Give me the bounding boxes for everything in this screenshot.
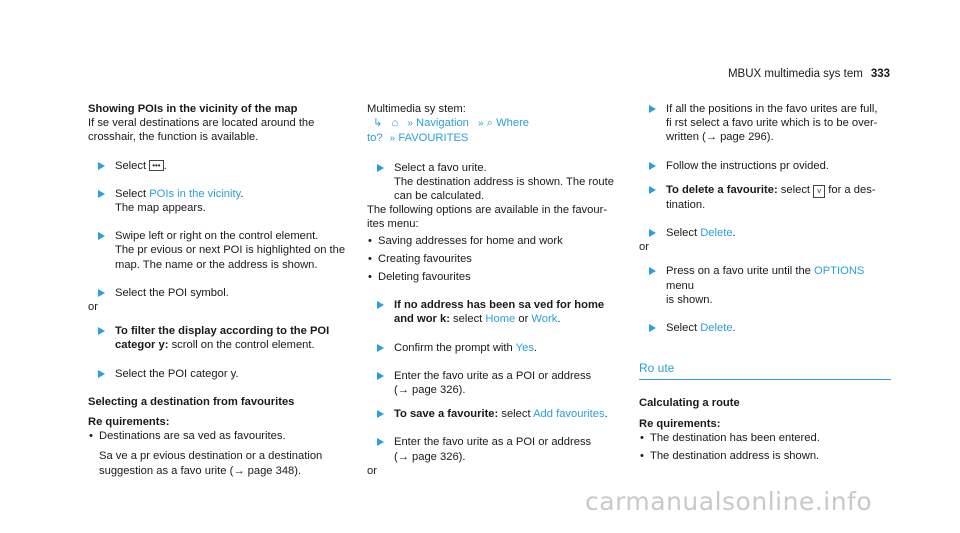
step-arrow-icon	[98, 190, 105, 198]
search-icon: ⌕	[486, 117, 493, 130]
double-chevron-icon: »	[478, 118, 484, 130]
step-arrow-icon	[649, 186, 656, 194]
step-arrow-icon	[377, 164, 384, 172]
option-home: Home	[485, 313, 516, 326]
list-item: • The destination address is shown.	[640, 450, 820, 463]
step-arrow-icon	[649, 324, 656, 332]
section-heading-favourites: Selecting a destination from favourites	[88, 395, 295, 408]
step-arrow-icon	[377, 372, 384, 380]
step-arrow-icon	[377, 344, 384, 352]
bullet-icon: •	[368, 234, 372, 247]
double-chevron-icon: »	[407, 118, 413, 130]
menu-path	[367, 116, 629, 131]
or-text: or	[88, 301, 98, 314]
bullet-icon: •	[640, 450, 644, 463]
step-arrow-icon	[649, 229, 656, 237]
step-item: Select POIs in the vicinity. The map appears.	[88, 187, 348, 215]
step-arrow-icon	[98, 289, 105, 297]
menu-item-where-to: to?	[367, 132, 383, 145]
step-item: Select the POI symbol.	[88, 286, 348, 300]
menu-path	[367, 131, 629, 146]
step-item: Press on a favo urite until the OPTIONS menu is shown.	[639, 264, 891, 307]
step-item: To filter the display according to the POI categor y: scroll on the control element.	[88, 324, 348, 352]
column-3	[639, 102, 891, 463]
step-item: Select the POI categor y.	[88, 367, 348, 381]
step-arrow-icon	[98, 232, 105, 240]
option-add-favourites: Add favourites	[533, 408, 605, 421]
body-text: ites menu:	[367, 218, 419, 231]
column-1	[88, 102, 348, 478]
option-work: Work	[531, 313, 558, 326]
step-item: Select ••• .	[88, 159, 348, 173]
step-item: If all the positions in the favo urites are full, fi rst select a favo urite which is to be over- written (→ page 296).	[639, 102, 891, 145]
section-heading-pois: Showing POIs in the vicinity of the map	[88, 103, 298, 115]
step-arrow-icon	[98, 327, 105, 335]
list-item: • Creating favourites	[368, 252, 472, 265]
header-title: MBUX multimedia sys tem	[727, 68, 863, 80]
menu-item-navigation: Navigation	[416, 117, 469, 130]
column-2	[367, 102, 629, 478]
step-item: Swipe left or right on the control element. The pr evious or next POI is highlighted on the map. The name or the address is shown.	[88, 229, 348, 272]
section-title-route: Ro ute	[639, 361, 675, 376]
requirements-label: Re quirements:	[639, 417, 721, 430]
menu-item-favourites: FAVOURITES	[398, 132, 469, 145]
chevron-down-icon: ˅	[813, 185, 825, 198]
more-options-icon: •••	[149, 160, 163, 171]
bullet-icon: •	[368, 252, 372, 265]
step-arrow-icon	[377, 301, 384, 309]
step-item: Enter the favo urite as a POI or address (→ page 326).	[367, 369, 629, 397]
step-item: Select a favo urite. The destination address is shown. The route can be calculated.	[367, 161, 629, 204]
menu-item-where: Where	[496, 117, 530, 130]
step-item: Select Delete.	[639, 321, 891, 335]
step-arrow-icon	[98, 162, 105, 170]
page-header	[728, 67, 890, 81]
or-text: or	[367, 464, 377, 477]
home-icon: ⌂	[391, 117, 399, 130]
step-arrow-icon	[649, 105, 656, 113]
or-text: or	[639, 241, 649, 254]
list-item: • Destinations are sa ved as favourites.	[89, 430, 286, 443]
menu-path-label: Multimedia sy stem:	[367, 103, 466, 115]
intro-line: crosshair, the function is available.	[88, 131, 259, 144]
step-arrow-icon	[98, 370, 105, 378]
requirements-label: Re quirements:	[88, 416, 170, 429]
body-text: The following options are available in the favour-	[367, 204, 608, 217]
step-item: To save a favourite: select Add favourites.	[367, 407, 629, 421]
option-delete: Delete	[700, 227, 733, 240]
page-number: 333	[870, 68, 890, 80]
double-chevron-icon: »	[389, 133, 396, 145]
step-item: Enter the favo urite as a POI or address (→ page 326).	[367, 435, 629, 463]
corner-arrow-icon: ↳	[373, 117, 383, 130]
bullet-icon: •	[640, 431, 644, 444]
step-arrow-icon	[377, 410, 384, 418]
bullet-icon: •	[89, 430, 93, 443]
option-options-menu: OPTIONS	[814, 265, 865, 278]
step-arrow-icon	[649, 162, 656, 170]
option-yes: Yes	[515, 341, 534, 354]
step-item: Select Delete.	[639, 226, 891, 240]
step-item: Follow the instructions pr ovided.	[639, 159, 891, 173]
watermark-text: carmanualsonline.info	[585, 487, 873, 516]
step-item: Confirm the prompt with Yes.	[367, 341, 629, 355]
step-item: If no address has been sa ved for home and wor k: select Home or Work.	[367, 298, 629, 326]
list-item: • Saving addresses for home and work	[368, 234, 563, 247]
step-arrow-icon	[649, 267, 656, 275]
list-item-continuation: Sa ve a pr evious destination or a destination suggestion as a favo urite (→ page 348).	[99, 450, 323, 477]
bullet-icon: •	[368, 271, 372, 284]
list-item: • Deleting favourites	[368, 271, 471, 284]
section-heading-calculating: Calculating a route	[639, 397, 740, 410]
step-item: To delete a favourite: select ˅ for a des- tination.	[639, 183, 891, 212]
menu-link-pois-vicinity: POIs in the vicinity	[149, 187, 241, 200]
option-delete: Delete	[700, 322, 733, 335]
intro-line: If se veral destinations are located around the	[88, 117, 315, 130]
step-arrow-icon	[377, 438, 384, 446]
list-item: • The destination has been entered.	[640, 431, 820, 444]
